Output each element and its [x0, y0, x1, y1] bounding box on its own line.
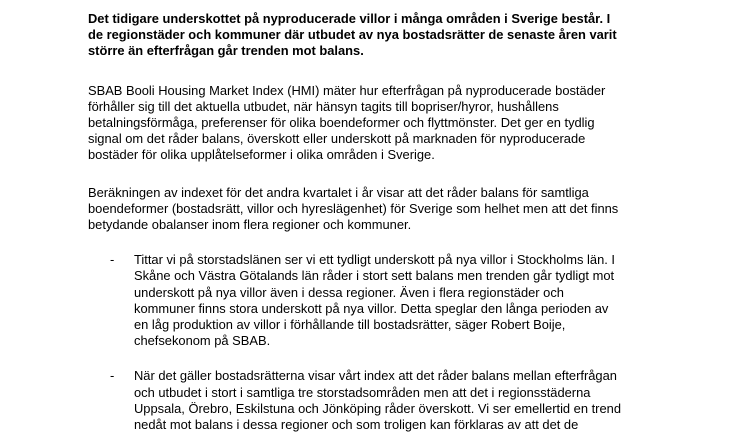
text-line: och utbudet i stort i samtliga tre storstadsområden men att det i regionsstäderna	[134, 384, 591, 400]
text-line: större än efterfrågan går trenden mot balans.	[88, 43, 364, 59]
document-page	[88, 11, 728, 433]
bullet-text	[134, 368, 728, 433]
text-line: bostäder för olika upplåtelseformer i olika områden i Sverige.	[88, 147, 435, 163]
text-line: underskott på nya villor även i dessa regioner. Även i flera regionstäder och	[134, 284, 564, 300]
text-line: Skåne och Västra Götalands län råder i stort sett balans men trenden går tydligt mot	[134, 268, 615, 284]
text-line: förhåller sig till det aktuella utbudet, när hänsyn tagits till bopriser/hyror, hushållens	[88, 98, 559, 114]
text-line: SBAB Booli Housing Market Index (HMI) mäter hur efterfrågan på nyproducerade bostäder	[88, 82, 606, 98]
text-line: signal om det råder balans, överskott eller underskott på marknaden för nyproducerade	[88, 131, 586, 147]
bullet-text	[134, 252, 728, 349]
calculation-paragraph	[88, 185, 728, 234]
text-line: nedåt mot balans i dessa regioner och som troligen kan förklaras av att det de	[134, 417, 579, 433]
text-line: de regionstäder och kommuner där utbudet av nya bostadsrätter de senaste åren varit	[88, 27, 617, 43]
bullet-list	[88, 252, 728, 433]
list-item	[88, 252, 728, 349]
text-line: Det tidigare underskottet på nyproducerade villor i många områden i Sverige består. I	[88, 11, 611, 26]
list-item	[88, 368, 728, 433]
text-line: När det gäller bostadsrätterna visar vårt index att det råder balans mellan efterfrågan	[134, 368, 617, 384]
text-line: en låg produktion av villor i förhållande till bostadsrätter, säger Robert Boije,	[134, 317, 566, 333]
text-line: betydande obalanser inom flera regioner och kommuner.	[88, 217, 412, 233]
text-line: boendeformer (bostadsrätt, villor och hyreslägenhet) för Sverige som helhet men att det finns	[88, 200, 619, 216]
text-line: kommuner finns stora underskott på nya villor. Detta speglar den långa perioden av	[134, 300, 609, 316]
bullet-dash: -	[110, 252, 115, 268]
lead-paragraph	[88, 11, 728, 60]
text-line: Beräkningen av indexet för det andra kvartalet i år visar att det råder balans för samtliga	[88, 184, 589, 200]
text-line: chefsekonom på SBAB.	[134, 333, 271, 349]
text-line: betalningsförmåga, preferenser för olika boendeformer och flyttmönster. Det ger en tydlig	[88, 115, 595, 131]
bullet-dash: -	[110, 368, 115, 384]
text-line: Tittar vi på storstadslänen ser vi ett tydligt underskott på nya villor i Stockholms län. I	[134, 252, 615, 268]
text-line: Uppsala, Örebro, Eskilstuna och Jönköping råder överskott. Vi ser emellertid en trend	[134, 400, 621, 416]
intro-paragraph	[88, 83, 728, 164]
